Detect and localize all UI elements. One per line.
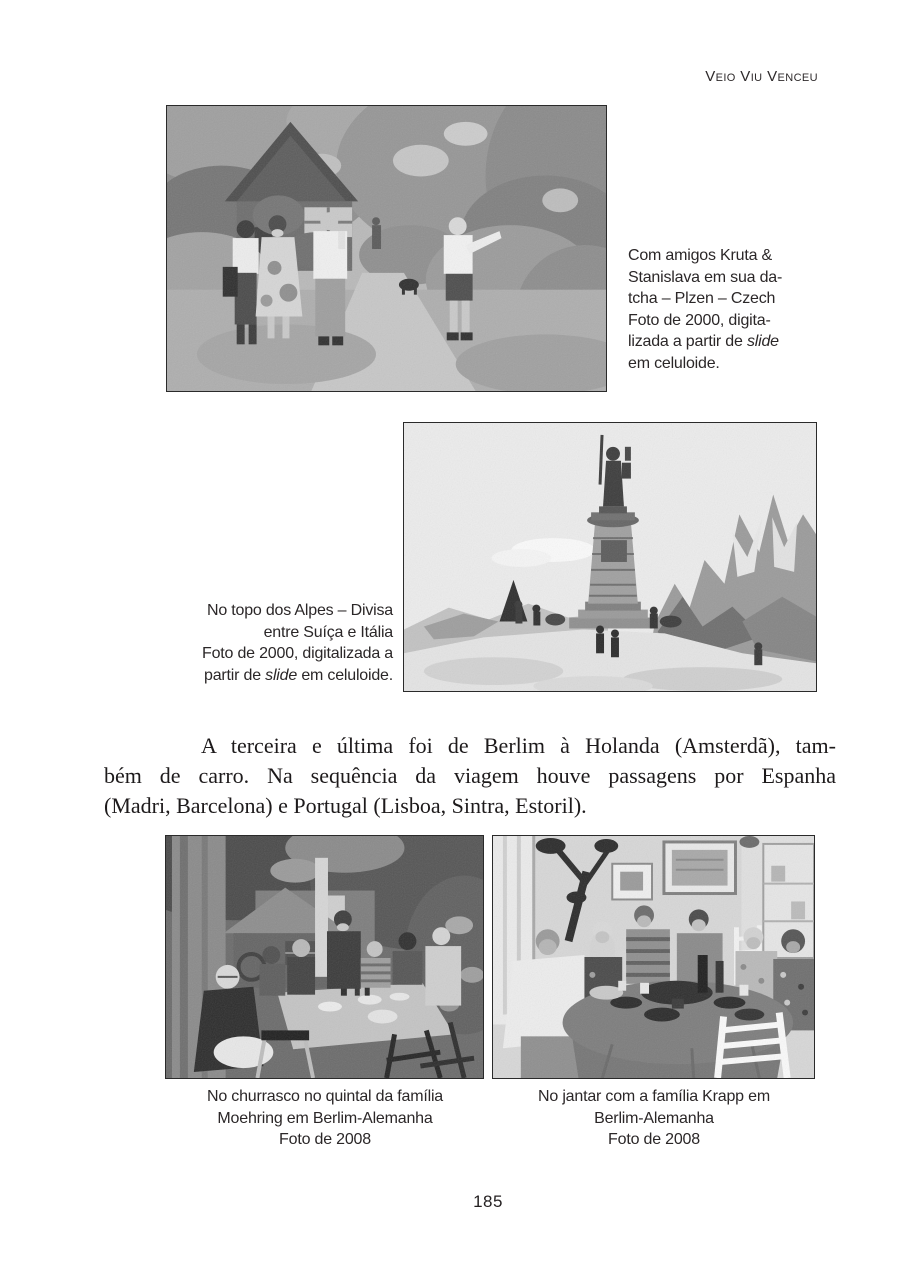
photo-churrasco-caption [165, 1086, 485, 1151]
caption-line: Com amigos Kruta & [628, 247, 773, 264]
photo-jantar-krapp [492, 835, 815, 1079]
caption-line: em celuloide. [628, 354, 720, 372]
photo-alps-monument-image [404, 423, 816, 691]
caption-line: Foto de 2000, digitalizada a [202, 645, 393, 662]
photo-jantar-caption [492, 1086, 816, 1151]
photo-jantar-krapp-image [493, 836, 814, 1078]
caption-line: Foto de 2008 [279, 1131, 371, 1148]
photo-datcha-garden-image [167, 106, 606, 391]
photo-alps-caption [103, 600, 393, 686]
caption-line: No topo dos Alpes – Divisa [206, 602, 393, 619]
caption-line: entre Suíça e Itália [263, 623, 393, 641]
caption-line: Foto de 2000, digita- [628, 311, 771, 329]
paragraph-line: A terceira e última foi de Berlim à Holanda (Amsterdã), tam- [201, 733, 836, 758]
caption-line: No churrasco no quintal da família [207, 1088, 443, 1105]
paragraph-line: (Madri, Barcelona) e Portugal (Lisboa, Sintra, Estoril). [104, 793, 587, 818]
photo-alps-monument [403, 422, 817, 692]
caption-line: Foto de 2008 [608, 1131, 700, 1148]
body-paragraph [104, 731, 836, 821]
photo-datcha-garden [166, 105, 607, 392]
paragraph-line: bém de carro. Na sequência da viagem houve passagens por Espanha [104, 763, 836, 788]
photo-churrasco-backyard [165, 835, 484, 1079]
caption-line: Moehring em Berlim-Alemanha [217, 1109, 433, 1127]
running-header: Veio Viu Venceu [705, 68, 818, 85]
page-number: 185 [473, 1192, 503, 1211]
photo-datcha-caption [628, 245, 828, 374]
caption-line: lizada a partir de slide [628, 333, 779, 350]
caption-line: No jantar com a família Krapp em [538, 1088, 770, 1105]
caption-line: Stanislava em sua da- [628, 268, 783, 286]
caption-line: tcha – Plzen – Czech [628, 290, 776, 307]
caption-line: Berlim-Alemanha [594, 1109, 714, 1127]
photo-churrasco-backyard-image [166, 836, 483, 1078]
caption-line: partir de slide em celuloide. [204, 666, 393, 684]
